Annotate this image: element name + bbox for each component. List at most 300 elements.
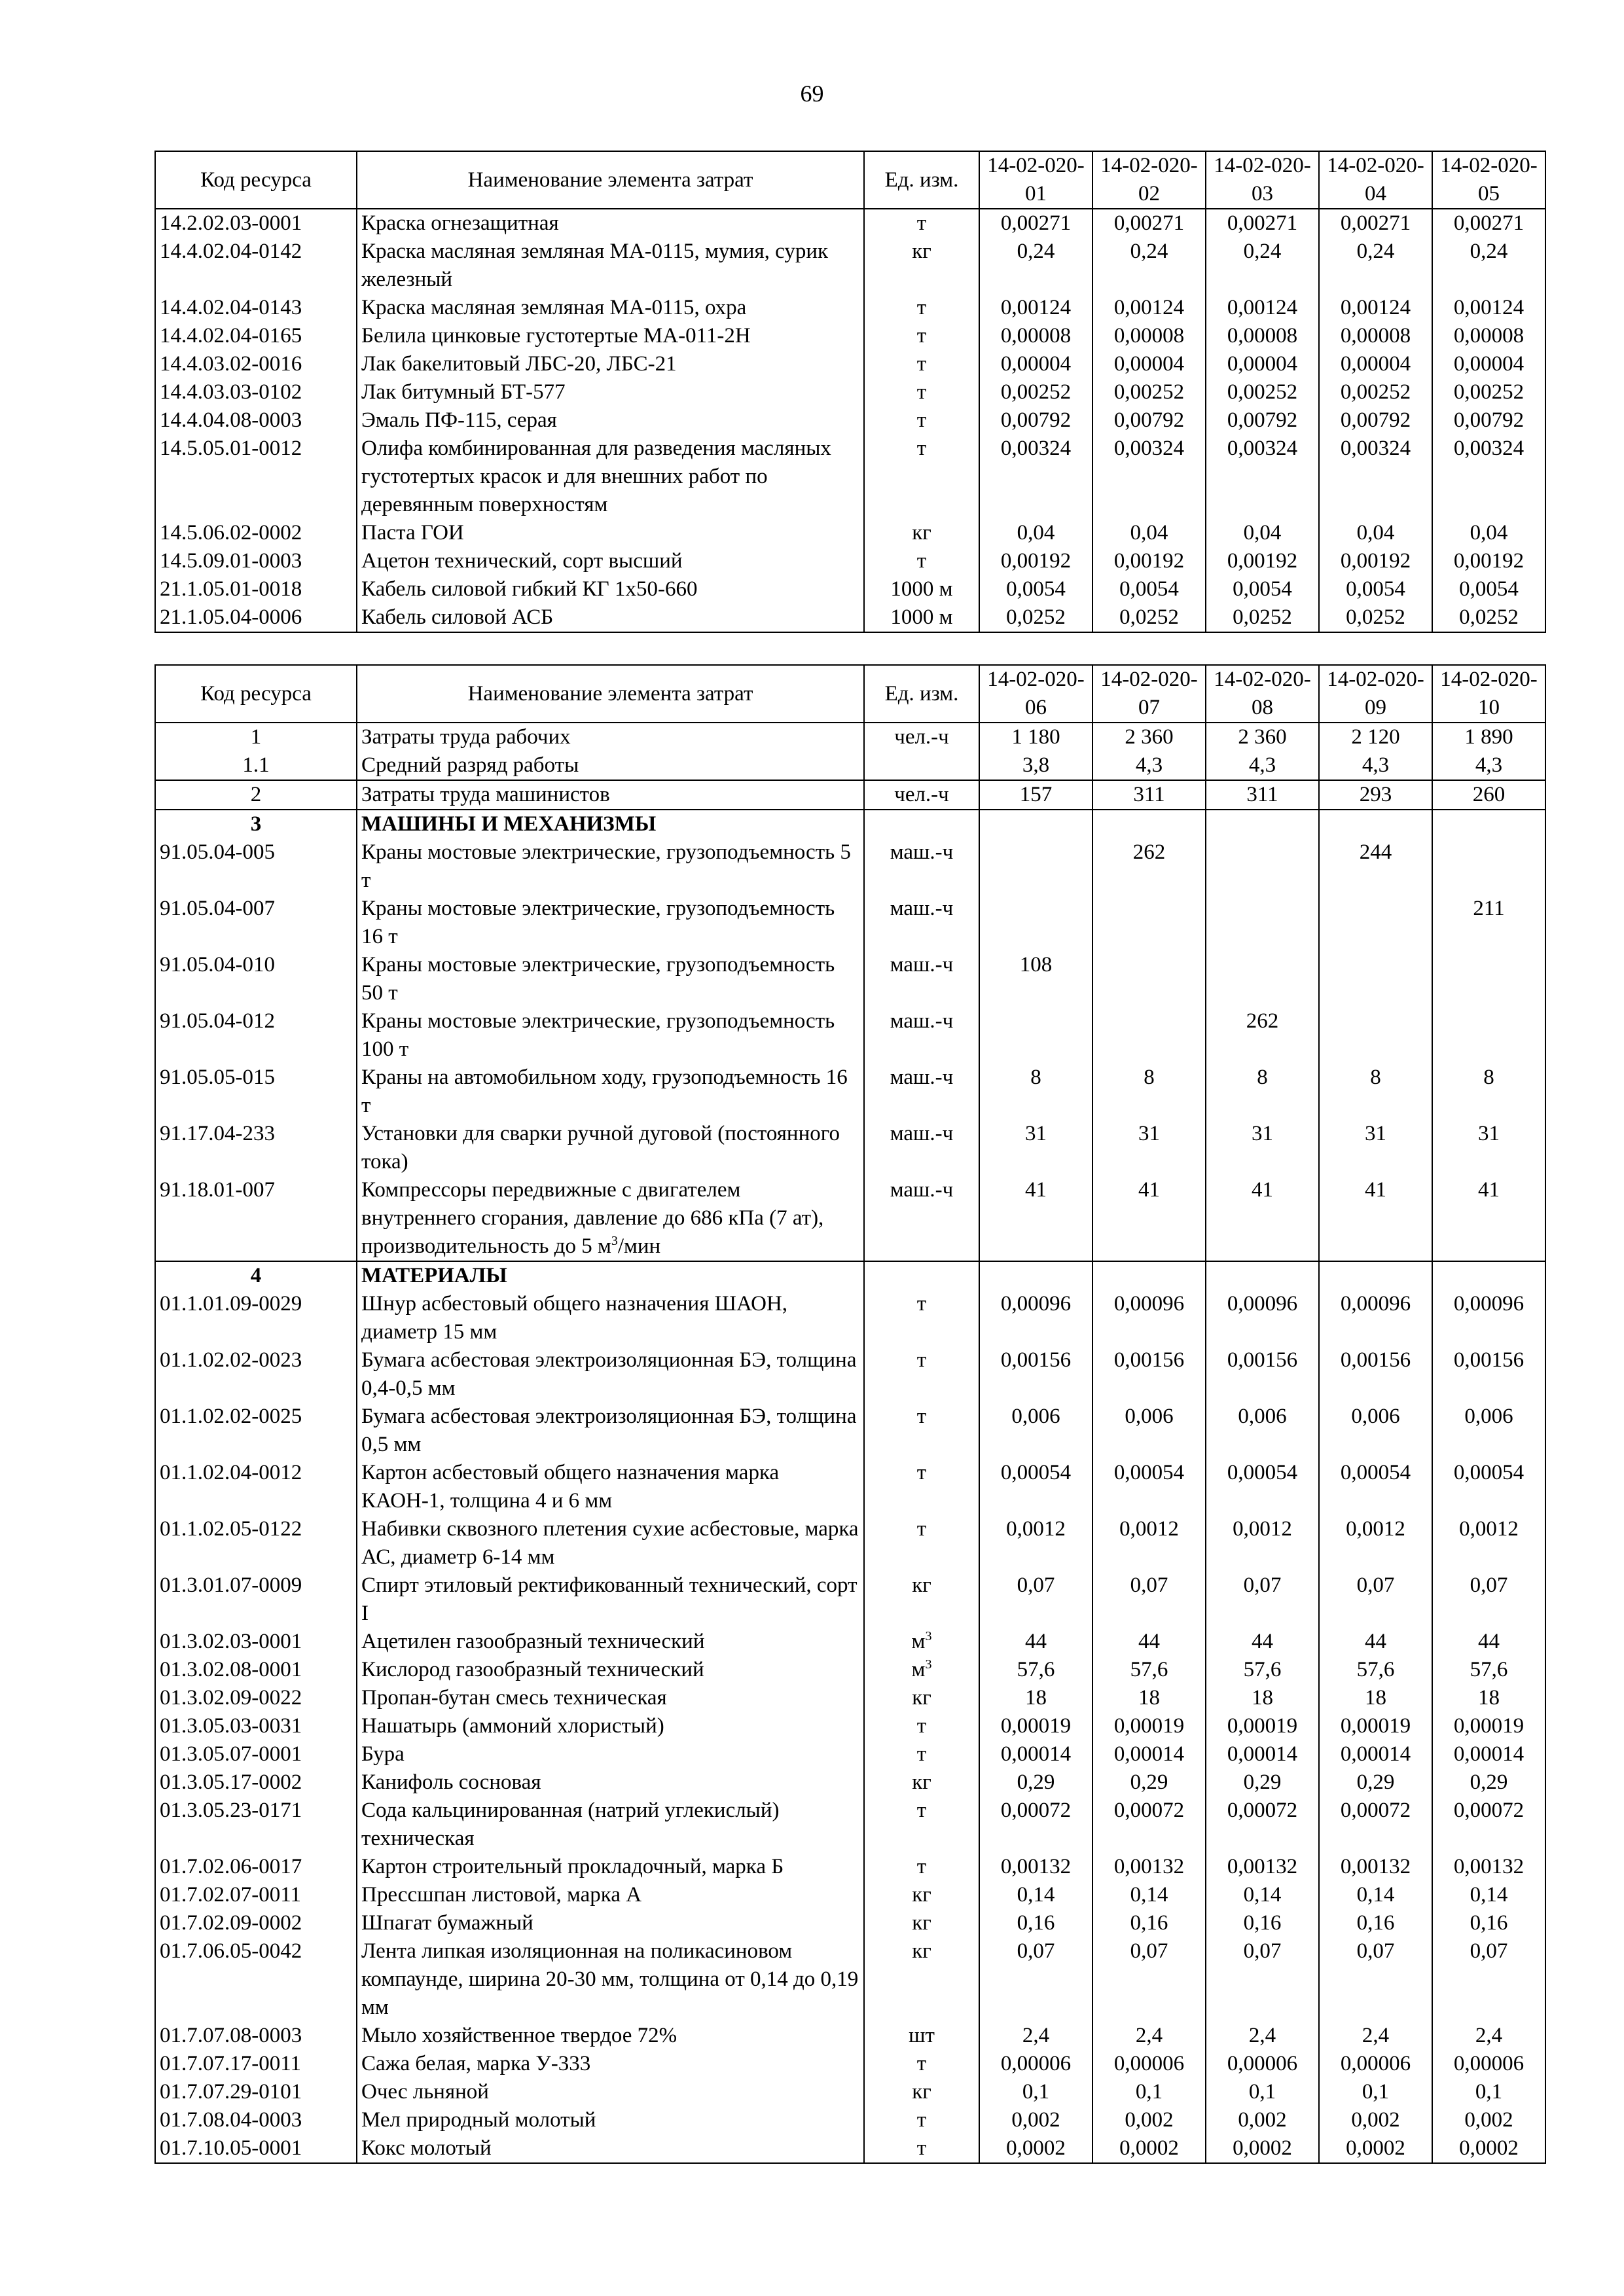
value-cell: 57,6 bbox=[1319, 1656, 1432, 1684]
resource-name-text: Эмаль ПФ-115, серая bbox=[361, 408, 557, 432]
unit-text: маш.-ч bbox=[890, 897, 954, 920]
unit bbox=[864, 1628, 979, 1656]
resource-code: 91.05.04-005 bbox=[155, 838, 357, 895]
resource-code: 01.7.02.06-0017 bbox=[155, 1853, 357, 1881]
value-cell: 0,04 bbox=[979, 519, 1092, 547]
value-cell: 0,1 bbox=[979, 2078, 1092, 2106]
value-cell bbox=[1092, 1261, 1206, 1290]
value-cell: 0,0054 bbox=[979, 575, 1092, 603]
resource-name-text: Кокс молотый bbox=[361, 2136, 492, 2160]
header-code: Код ресурса bbox=[155, 665, 357, 723]
value-cell bbox=[1319, 1261, 1432, 1290]
resource-name-text: Нашатырь (аммоний хлористый) bbox=[361, 1714, 664, 1738]
resource-name-text: Мыло хозяйственное твердое 72% bbox=[361, 2024, 677, 2047]
resource-code: 14.4.02.04-0165 bbox=[155, 322, 357, 350]
page-number: 69 bbox=[800, 81, 824, 107]
value-cell: 0,0012 bbox=[1092, 1515, 1206, 1571]
value-cell: 0,16 bbox=[1319, 1909, 1432, 1937]
value-cell bbox=[1432, 1007, 1545, 1064]
table-row bbox=[155, 1261, 1545, 1290]
resource-name bbox=[357, 238, 864, 294]
value-cell: 57,6 bbox=[1432, 1656, 1545, 1684]
value-cell: 0,0054 bbox=[1432, 575, 1545, 603]
unit bbox=[864, 1515, 979, 1571]
value-cell: 57,6 bbox=[979, 1656, 1092, 1684]
unit bbox=[864, 723, 979, 751]
unit-text: т bbox=[916, 549, 927, 573]
unit bbox=[864, 294, 979, 322]
resource-name bbox=[357, 1346, 864, 1403]
resource-name-text: Краны мостовые электрические, грузоподъемность 16 т bbox=[361, 897, 835, 948]
resource-name-text: МАШИНЫ И МЕХАНИЗМЫ bbox=[361, 812, 657, 836]
header-col: 14-02-020-09 bbox=[1319, 665, 1432, 723]
table-row bbox=[155, 2106, 1545, 2134]
value-cell: 0,00008 bbox=[1092, 322, 1206, 350]
resource-name-tail: /мин bbox=[617, 1234, 661, 1258]
table-row bbox=[155, 378, 1545, 406]
resource-code: 01.1.02.02-0023 bbox=[155, 1346, 357, 1403]
resource-name bbox=[357, 1176, 864, 1261]
unit-text: маш.-ч bbox=[890, 953, 954, 977]
value-cell: 0,00004 bbox=[1092, 350, 1206, 378]
unit bbox=[864, 1797, 979, 1853]
resource-code: 4 bbox=[155, 1261, 357, 1290]
value-cell: 0,002 bbox=[1319, 2106, 1432, 2134]
value-cell: 0,00252 bbox=[1206, 378, 1319, 406]
unit-text: т bbox=[916, 211, 927, 235]
table-row bbox=[155, 1403, 1545, 1459]
table-header-row bbox=[155, 151, 1545, 209]
value-cell: 8 bbox=[1092, 1064, 1206, 1120]
value-cell: 0,00096 bbox=[979, 1290, 1092, 1346]
resource-code: 14.5.09.01-0003 bbox=[155, 547, 357, 575]
unit-text: т bbox=[916, 1405, 927, 1428]
value-cell: 0,0002 bbox=[979, 2134, 1092, 2163]
header-col: 14-02-020-07 bbox=[1092, 665, 1206, 723]
value-cell: 0,00271 bbox=[1432, 209, 1545, 238]
value-cell bbox=[1092, 895, 1206, 951]
table-row bbox=[155, 1515, 1545, 1571]
resource-code: 01.3.05.23-0171 bbox=[155, 1797, 357, 1853]
resource-name bbox=[357, 895, 864, 951]
value-cell: 31 bbox=[1319, 1120, 1432, 1176]
value-cell: 41 bbox=[1432, 1176, 1545, 1261]
value-cell: 0,16 bbox=[1206, 1909, 1319, 1937]
value-cell: 4,3 bbox=[1432, 751, 1545, 780]
resource-code: 91.17.04-233 bbox=[155, 1120, 357, 1176]
value-cell: 2,4 bbox=[1206, 2022, 1319, 2050]
value-cell: 0,29 bbox=[1206, 1768, 1319, 1797]
resource-name bbox=[357, 1937, 864, 2022]
value-cell: 0,0012 bbox=[979, 1515, 1092, 1571]
value-cell bbox=[979, 895, 1092, 951]
value-cell: 31 bbox=[1092, 1120, 1206, 1176]
value-cell: 0,00124 bbox=[1092, 294, 1206, 322]
value-cell: 0,24 bbox=[1092, 238, 1206, 294]
resource-name-text: Шнур асбестовый общего назначения ШАОН, диаметр 15 мм bbox=[361, 1292, 788, 1344]
resource-name bbox=[357, 1881, 864, 1909]
unit-text: 1000 м bbox=[890, 605, 953, 629]
header-unit: Ед. изм. bbox=[864, 151, 979, 209]
resource-name-text: Краны мостовые электрические, грузоподъемность 100 т bbox=[361, 1009, 835, 1061]
value-cell: 0,00054 bbox=[1319, 1459, 1432, 1515]
value-cell: 0,00792 bbox=[1206, 406, 1319, 435]
header-col: 14-02-020-03 bbox=[1206, 151, 1319, 209]
resource-name-text: Компрессоры передвижные с двигателем внутреннего сгорания, давление до 686 кПа (7 ат), производительность до 5 м bbox=[361, 1178, 824, 1258]
resource-name-text: Пропан-бутан смесь техническая bbox=[361, 1686, 667, 1710]
value-cell: 0,14 bbox=[1206, 1881, 1319, 1909]
table-row bbox=[155, 547, 1545, 575]
value-cell: 0,07 bbox=[1092, 1571, 1206, 1628]
resource-name bbox=[357, 575, 864, 603]
unit-text: кг bbox=[912, 1573, 931, 1597]
resource-name-text: Ацетон технический, сорт высший bbox=[361, 549, 683, 573]
table-row bbox=[155, 810, 1545, 838]
resource-name bbox=[357, 838, 864, 895]
unit-text: маш.-ч bbox=[890, 1009, 954, 1033]
value-cell: 0,07 bbox=[979, 1937, 1092, 2022]
value-cell: 0,1 bbox=[1092, 2078, 1206, 2106]
resource-name bbox=[357, 1628, 864, 1656]
resource-name bbox=[357, 1515, 864, 1571]
value-cell: 0,00252 bbox=[1092, 378, 1206, 406]
unit bbox=[864, 780, 979, 810]
value-cell: 0,00792 bbox=[1092, 406, 1206, 435]
value-cell: 0,00014 bbox=[1092, 1740, 1206, 1768]
resource-name bbox=[357, 1768, 864, 1797]
value-cell: 0,00054 bbox=[979, 1459, 1092, 1515]
resource-code: 91.05.04-010 bbox=[155, 951, 357, 1007]
value-cell: 0,00124 bbox=[1432, 294, 1545, 322]
value-cell: 0,16 bbox=[1432, 1909, 1545, 1937]
resource-code: 01.7.07.29-0101 bbox=[155, 2078, 357, 2106]
table-row bbox=[155, 1684, 1545, 1712]
value-cell: 44 bbox=[1092, 1628, 1206, 1656]
value-cell: 8 bbox=[1432, 1064, 1545, 1120]
resource-name bbox=[357, 603, 864, 632]
resource-name-text: Бумага асбестовая электроизоляционная БЭ, толщина 0,5 мм bbox=[361, 1405, 857, 1456]
value-cell: 57,6 bbox=[1206, 1656, 1319, 1684]
value-cell: 2,4 bbox=[1319, 2022, 1432, 2050]
resource-code: 14.5.06.02-0002 bbox=[155, 519, 357, 547]
value-cell: 0,24 bbox=[1432, 238, 1545, 294]
value-cell: 0,00004 bbox=[1206, 350, 1319, 378]
resource-code: 14.4.02.04-0142 bbox=[155, 238, 357, 294]
value-cell: 0,00252 bbox=[1432, 378, 1545, 406]
value-cell: 0,00006 bbox=[1319, 2050, 1432, 2078]
resource-code: 14.4.03.03-0102 bbox=[155, 378, 357, 406]
value-cell: 0,0252 bbox=[1092, 603, 1206, 632]
resource-code: 01.3.05.07-0001 bbox=[155, 1740, 357, 1768]
value-cell bbox=[1432, 951, 1545, 1007]
value-cell bbox=[979, 810, 1092, 838]
value-cell: 0,00271 bbox=[979, 209, 1092, 238]
header-col: 14-02-020-06 bbox=[979, 665, 1092, 723]
value-cell: 0,00008 bbox=[1206, 322, 1319, 350]
resource-name bbox=[357, 1571, 864, 1628]
resource-code: 01.1.02.04-0012 bbox=[155, 1459, 357, 1515]
value-cell: 0,0012 bbox=[1432, 1515, 1545, 1571]
value-cell bbox=[1206, 895, 1319, 951]
resource-name bbox=[357, 1684, 864, 1712]
unit-text: т bbox=[916, 380, 927, 404]
value-cell: 44 bbox=[1432, 1628, 1545, 1656]
unit-text: маш.-ч bbox=[890, 840, 954, 864]
value-cell: 0,00072 bbox=[1319, 1797, 1432, 1853]
value-cell: 108 bbox=[979, 951, 1092, 1007]
value-cell: 0,00156 bbox=[1319, 1346, 1432, 1403]
value-cell: 41 bbox=[1206, 1176, 1319, 1261]
resource-name bbox=[357, 547, 864, 575]
unit bbox=[864, 1740, 979, 1768]
resource-name-text: Затраты труда рабочих bbox=[361, 725, 571, 749]
value-cell: 0,00124 bbox=[979, 294, 1092, 322]
value-cell: 0,00004 bbox=[979, 350, 1092, 378]
unit-text: т bbox=[916, 1292, 927, 1316]
resource-name bbox=[357, 1064, 864, 1120]
unit bbox=[864, 1346, 979, 1403]
resource-table-2 bbox=[154, 664, 1546, 2164]
value-cell: 2,4 bbox=[1432, 2022, 1545, 2050]
header-col: 14-02-020-05 bbox=[1432, 151, 1545, 209]
value-cell: 0,00054 bbox=[1092, 1459, 1206, 1515]
value-cell: 0,07 bbox=[1206, 1571, 1319, 1628]
value-cell: 0,00014 bbox=[1206, 1740, 1319, 1768]
resource-code: 01.7.02.07-0011 bbox=[155, 1881, 357, 1909]
unit-text: т bbox=[916, 324, 927, 348]
value-cell: 0,00192 bbox=[1432, 547, 1545, 575]
resource-name-text: Бумага асбестовая электроизоляционная БЭ, толщина 0,4-0,5 мм bbox=[361, 1348, 857, 1400]
value-cell: 0,00192 bbox=[1092, 547, 1206, 575]
value-cell: 0,00324 bbox=[1092, 435, 1206, 519]
resource-code: 01.7.10.05-0001 bbox=[155, 2134, 357, 2163]
table-row bbox=[155, 350, 1545, 378]
resource-code: 21.1.05.01-0018 bbox=[155, 575, 357, 603]
value-cell: 1 890 bbox=[1432, 723, 1545, 751]
resource-name bbox=[357, 2134, 864, 2163]
value-cell: 0,00019 bbox=[1092, 1712, 1206, 1740]
superscript: 3 bbox=[925, 1629, 932, 1643]
value-cell bbox=[1319, 895, 1432, 951]
resource-name bbox=[357, 294, 864, 322]
value-cell: 0,00072 bbox=[1206, 1797, 1319, 1853]
value-cell: 0,14 bbox=[1432, 1881, 1545, 1909]
header-col: 14-02-020-04 bbox=[1319, 151, 1432, 209]
resource-name-text: Затраты труда машинистов bbox=[361, 783, 610, 806]
unit-text: кг bbox=[912, 521, 931, 545]
unit bbox=[864, 350, 979, 378]
resource-code: 01.7.02.09-0002 bbox=[155, 1909, 357, 1937]
unit-text: т bbox=[916, 1714, 927, 1738]
resource-name-text: Картон асбестовый общего назначения марка КАОН-1, толщина 4 и 6 мм bbox=[361, 1461, 780, 1513]
value-cell: 31 bbox=[1432, 1120, 1545, 1176]
value-cell: 0,04 bbox=[1319, 519, 1432, 547]
value-cell: 0,006 bbox=[1319, 1403, 1432, 1459]
unit-text: чел.-ч bbox=[894, 725, 949, 749]
value-cell: 0,00072 bbox=[979, 1797, 1092, 1853]
table-row bbox=[155, 294, 1545, 322]
resource-code: 14.4.04.08-0003 bbox=[155, 406, 357, 435]
value-cell: 0,0054 bbox=[1206, 575, 1319, 603]
table-row bbox=[155, 1740, 1545, 1768]
superscript: 3 bbox=[611, 1234, 618, 1248]
value-cell: 0,07 bbox=[1432, 1571, 1545, 1628]
value-cell bbox=[1206, 838, 1319, 895]
unit bbox=[864, 1768, 979, 1797]
header-col: 14-02-020-08 bbox=[1206, 665, 1319, 723]
value-cell: 0,0252 bbox=[1206, 603, 1319, 632]
unit bbox=[864, 1656, 979, 1684]
value-cell: 0,002 bbox=[1206, 2106, 1319, 2134]
resource-name bbox=[357, 2050, 864, 2078]
value-cell: 18 bbox=[1206, 1684, 1319, 1712]
value-cell: 0,00054 bbox=[1206, 1459, 1319, 1515]
value-cell: 31 bbox=[979, 1120, 1092, 1176]
value-cell: 0,00324 bbox=[1206, 435, 1319, 519]
unit bbox=[864, 1684, 979, 1712]
resource-name bbox=[357, 951, 864, 1007]
resource-name-text: Шпагат бумажный bbox=[361, 1911, 533, 1935]
resource-name bbox=[357, 1853, 864, 1881]
value-cell: 0,00156 bbox=[979, 1346, 1092, 1403]
unit bbox=[864, 209, 979, 238]
resource-name-text: Паста ГОИ bbox=[361, 521, 464, 545]
table-row bbox=[155, 2134, 1545, 2163]
value-cell: 0,24 bbox=[1319, 238, 1432, 294]
value-cell: 311 bbox=[1092, 780, 1206, 810]
unit-text: т bbox=[916, 296, 927, 319]
value-cell: 0,00132 bbox=[979, 1853, 1092, 1881]
table-2-body bbox=[155, 723, 1545, 2163]
value-cell: 0,0012 bbox=[1206, 1515, 1319, 1571]
resource-name-text: Бура bbox=[361, 1742, 405, 1766]
value-cell: 44 bbox=[1206, 1628, 1319, 1656]
value-cell: 8 bbox=[979, 1064, 1092, 1120]
resource-name bbox=[357, 378, 864, 406]
resource-name-text: Лак битумный БТ-577 bbox=[361, 380, 566, 404]
value-cell: 0,0002 bbox=[1319, 2134, 1432, 2163]
unit-text: т bbox=[916, 1799, 927, 1822]
value-cell: 4,3 bbox=[1319, 751, 1432, 780]
value-cell: 0,14 bbox=[1319, 1881, 1432, 1909]
resource-name-text: Средний разряд работы bbox=[361, 753, 579, 777]
value-cell: 0,00019 bbox=[979, 1712, 1092, 1740]
value-cell: 0,00019 bbox=[1432, 1712, 1545, 1740]
value-cell: 3,8 bbox=[979, 751, 1092, 780]
value-cell: 293 bbox=[1319, 780, 1432, 810]
unit bbox=[864, 1176, 979, 1261]
header-name: Наименование элемента затрат bbox=[357, 151, 864, 209]
value-cell bbox=[1432, 810, 1545, 838]
value-cell bbox=[979, 1261, 1092, 1290]
table-row bbox=[155, 1120, 1545, 1176]
resource-name-text: Кабель силовой АСБ bbox=[361, 605, 554, 629]
unit-text: т bbox=[916, 1461, 927, 1484]
table-row bbox=[155, 575, 1545, 603]
resource-code: 01.3.05.17-0002 bbox=[155, 1768, 357, 1797]
resource-name bbox=[357, 1007, 864, 1064]
value-cell: 0,006 bbox=[979, 1403, 1092, 1459]
value-cell: 0,16 bbox=[1092, 1909, 1206, 1937]
unit bbox=[864, 1064, 979, 1120]
unit bbox=[864, 2134, 979, 2163]
unit bbox=[864, 2106, 979, 2134]
value-cell: 262 bbox=[1206, 1007, 1319, 1064]
value-cell: 0,14 bbox=[1092, 1881, 1206, 1909]
value-cell bbox=[1432, 1261, 1545, 1290]
table-row bbox=[155, 1459, 1545, 1515]
resource-name bbox=[357, 1909, 864, 1937]
resource-name-text: Очес льняной bbox=[361, 2080, 489, 2104]
unit bbox=[864, 1937, 979, 2022]
unit bbox=[864, 1120, 979, 1176]
value-cell bbox=[979, 1007, 1092, 1064]
unit-text: кг bbox=[912, 1770, 931, 1794]
resource-name-text: Олифа комбинированная для разведения масляных густотертых красок и для внешних работ по деревянным поверхностям bbox=[361, 437, 831, 516]
value-cell: 0,00019 bbox=[1319, 1712, 1432, 1740]
value-cell bbox=[1206, 810, 1319, 838]
value-cell: 0,00132 bbox=[1206, 1853, 1319, 1881]
table-row bbox=[155, 322, 1545, 350]
resource-name bbox=[357, 435, 864, 519]
unit-text: маш.-ч bbox=[890, 1178, 954, 1202]
unit-text: м bbox=[911, 1658, 926, 1681]
table-1-body bbox=[155, 209, 1545, 632]
table-row bbox=[155, 723, 1545, 751]
value-cell: 0,1 bbox=[1206, 2078, 1319, 2106]
value-cell: 2 360 bbox=[1206, 723, 1319, 751]
table-row bbox=[155, 1797, 1545, 1853]
value-cell: 2 360 bbox=[1092, 723, 1206, 751]
resource-code: 01.1.02.02-0025 bbox=[155, 1403, 357, 1459]
resource-name-text: Сажа белая, марка У-333 bbox=[361, 2052, 591, 2075]
unit-text: кг bbox=[912, 1911, 931, 1935]
resource-name bbox=[357, 1797, 864, 1853]
unit-text: кг bbox=[912, 1883, 931, 1907]
resource-code: 21.1.05.04-0006 bbox=[155, 603, 357, 632]
unit bbox=[864, 1853, 979, 1881]
value-cell: 0,00006 bbox=[1092, 2050, 1206, 2078]
value-cell: 0,00156 bbox=[1206, 1346, 1319, 1403]
resource-name bbox=[357, 322, 864, 350]
table-row bbox=[155, 1937, 1545, 2022]
value-cell: 8 bbox=[1206, 1064, 1319, 1120]
value-cell: 0,14 bbox=[979, 1881, 1092, 1909]
value-cell: 0,00792 bbox=[1319, 406, 1432, 435]
unit-text: т bbox=[916, 2136, 927, 2160]
resource-name-text: Мел природный молотый bbox=[361, 2108, 596, 2132]
unit-text: т bbox=[916, 1517, 927, 1541]
table-row bbox=[155, 435, 1545, 519]
value-cell: 0,0002 bbox=[1432, 2134, 1545, 2163]
value-cell: 0,04 bbox=[1206, 519, 1319, 547]
value-cell: 211 bbox=[1432, 895, 1545, 951]
table-row bbox=[155, 209, 1545, 238]
unit-text: т bbox=[916, 408, 927, 432]
value-cell: 0,00054 bbox=[1432, 1459, 1545, 1515]
resource-name bbox=[357, 1261, 864, 1290]
unit-text: 1000 м bbox=[890, 577, 953, 601]
resource-name-text: Картон строительный прокладочный, марка Б bbox=[361, 1855, 784, 1878]
value-cell: 0,00014 bbox=[1319, 1740, 1432, 1768]
resource-name-text: Краны мостовые электрические, грузоподъемность 5 т bbox=[361, 840, 851, 892]
resource-name-text: Лак бакелитовый ЛБС-20, ЛБС-21 bbox=[361, 352, 677, 376]
table-row bbox=[155, 603, 1545, 632]
unit bbox=[864, 2050, 979, 2078]
value-cell: 262 bbox=[1092, 838, 1206, 895]
value-cell: 0,00004 bbox=[1432, 350, 1545, 378]
value-cell: 0,0054 bbox=[1319, 575, 1432, 603]
